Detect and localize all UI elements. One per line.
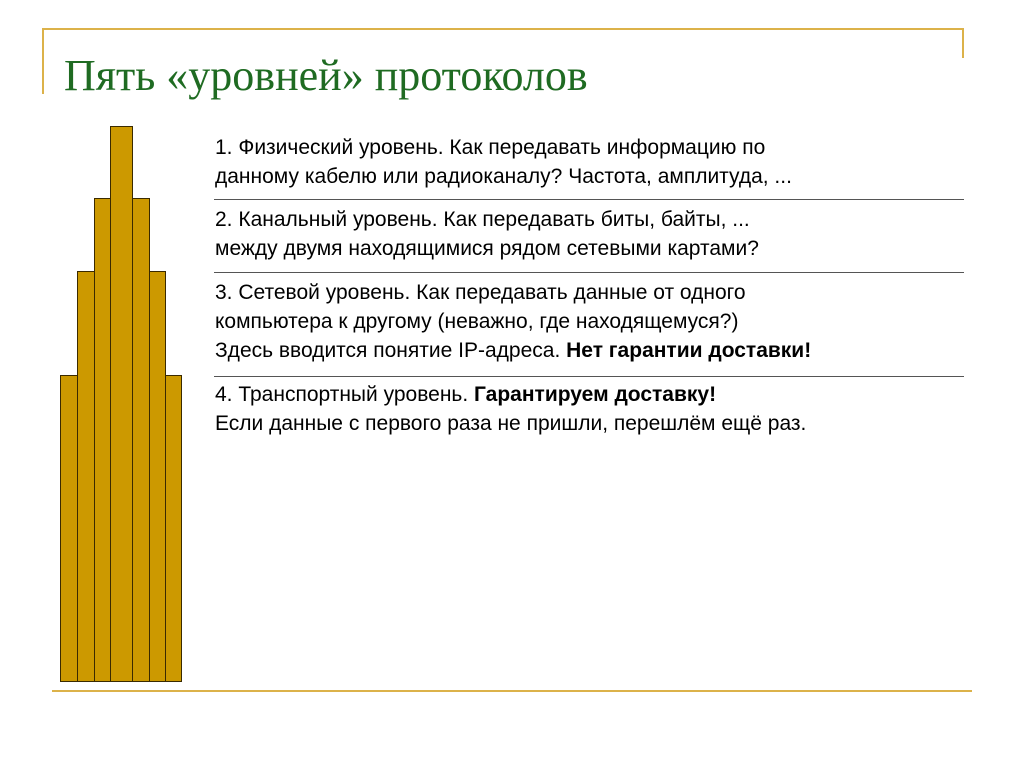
tower-bar-near-left bbox=[94, 198, 111, 682]
level-network bbox=[214, 273, 964, 377]
level-transport bbox=[214, 377, 964, 438]
level-network-line-3 bbox=[215, 336, 964, 365]
level-transport-line-2: Если данные с первого раза не пришли, перешлём ещё раз. bbox=[215, 412, 807, 435]
tower-bar-inner-left bbox=[77, 271, 95, 682]
protocol-levels-list bbox=[214, 128, 964, 438]
level-physical bbox=[214, 128, 964, 200]
level-data-link bbox=[214, 200, 964, 273]
level-transport-line-1 bbox=[215, 380, 964, 409]
level-network-line-2: компьютера к другому (неважно, где находящемуся?) bbox=[215, 310, 739, 333]
level-data-link-line-1: 2. Канальный уровень. Как передавать биты, байты, ... bbox=[215, 208, 750, 231]
level-physical-line-2: данному кабелю или радиоканалу? Частота, амплитуда, ... bbox=[215, 165, 792, 188]
level-transport-line-1-text: 4. Транспортный уровень. bbox=[215, 383, 475, 406]
tower-bar-center bbox=[110, 126, 133, 682]
level-physical-line-1: 1. Физический уровень. Как передавать информацию по bbox=[215, 136, 766, 159]
level-network-line-1: 3. Сетевой уровень. Как передавать данные от одного bbox=[215, 281, 746, 304]
level-network-no-delivery-guarantee: Нет гарантии доставки! bbox=[566, 339, 812, 362]
level-transport-delivery-guarantee: Гарантируем доставку! bbox=[474, 383, 717, 406]
tower-bar-near-right bbox=[132, 198, 150, 682]
slide-title: Пять «уровней» протоколов bbox=[64, 51, 588, 100]
level-network-line-3-text: Здесь вводится понятие IP-адреса. bbox=[215, 339, 567, 362]
tower-bar-inner-right bbox=[149, 271, 166, 682]
tower-bar-outer-left bbox=[60, 375, 78, 682]
tower-bar-outer-right bbox=[165, 375, 182, 682]
level-data-link-line-2: между двумя находящимися рядом сетевыми картами? bbox=[215, 237, 759, 260]
